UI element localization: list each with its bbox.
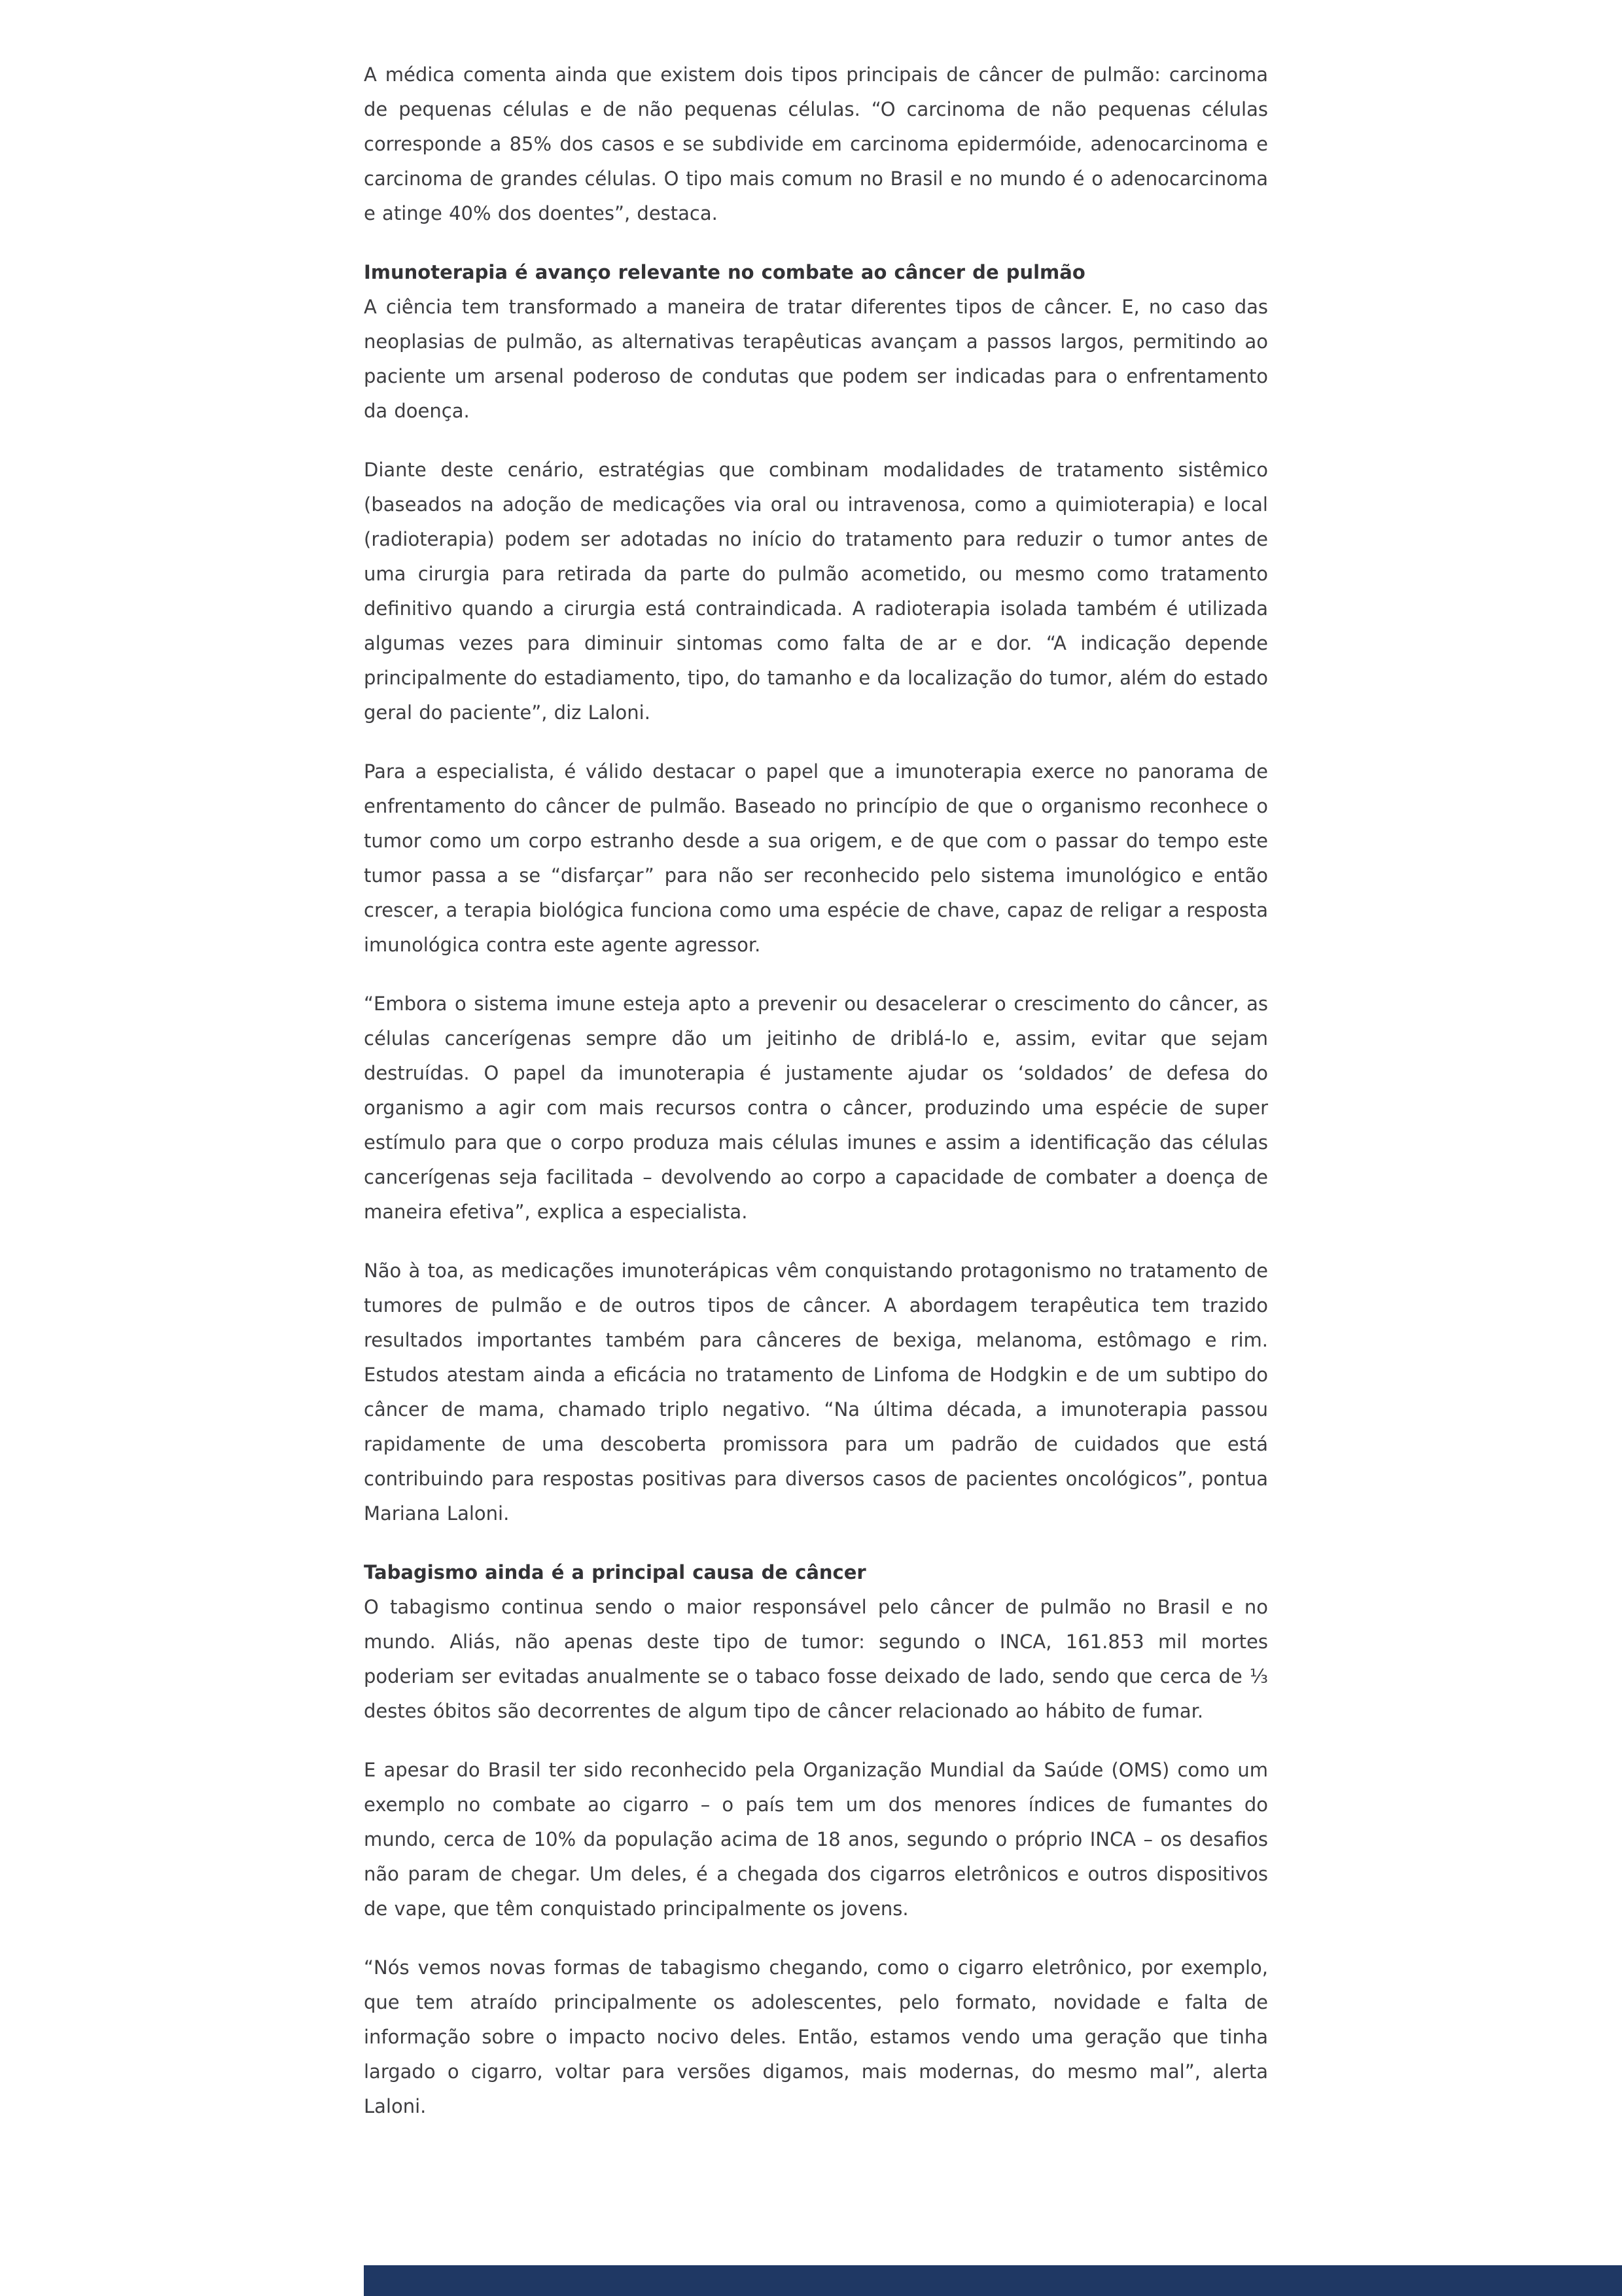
- paragraph-nao-a-toa: Não à toa, as medicações imunoterápicas vêm conquistando protagonismo no tratamento de tumores de pulmão e de outros tipos de câncer. A abordagem terapêutica tem trazido resultados importantes também para cânceres de bexiga, melanoma, estômago e rim. Estudos atestam ainda a eficácia no tratamento de Linfoma de Hodgkin e de um subtipo do câncer de mama, chamado triplo negativo. “Na última década, a imunoterapia passou rapidamente de uma descoberta promissora para um padrão de cuidados que está contribuindo para respostas positivas para diversos casos de pacientes oncológicos”, pontua Mariana Laloni.: [364, 1260, 1268, 1525]
- footer-bar: [364, 2265, 1622, 2296]
- article-body: [364, 58, 1268, 2148]
- paragraph-embora-sistema-imune: “Embora o sistema imune esteja apto a prevenir ou desacelerar o crescimento do câncer, as células cancerígenas sempre dão um jeitinho de driblá-lo e, assim, evitar que sejam destruídas. O papel da imunoterapia é justamente ajudar os ‘soldados’ de defesa do organismo a agir com mais recursos contra o câncer, produzindo uma espécie de super estímulo para que o corpo produza mais células imunes e assim a identificação das células cancerígenas seja facilitada – devolvendo ao corpo a capacidade de combater a doença de maneira efetiva”, explica a especialista.: [364, 993, 1268, 1223]
- section-heading-imunoterapia: Imunoterapia é avanço relevante no combate ao câncer de pulmão: [364, 261, 1085, 283]
- paragraph-brasil-oms: E apesar do Brasil ter sido reconhecido pela Organização Mundial da Saúde (OMS) como um exemplo no combate ao cigarro – o país tem um dos menores índices de fumantes do mundo, cerca de 10% da população acima de 18 anos, segundo o próprio INCA – os desafios não param de chegar. Um deles, é a chegada dos cigarros eletrônicos e outros dispositivos de vape, que têm conquistado principalmente os jovens.: [364, 1759, 1268, 1920]
- paragraph-tabagismo-responsavel: O tabagismo continua sendo o maior responsável pelo câncer de pulmão no Brasil e no mundo. Aliás, não apenas deste tipo de tumor: segundo o INCA, 161.853 mil mortes poderiam ser evitadas anualmente se o tabaco fosse deixado de lado, sendo que cerca de ⅓ destes óbitos são decorrentes de algum tipo de câncer relacionado ao hábito de fumar.: [364, 1596, 1268, 1722]
- paragraph-diante-cenario: Diante deste cenário, estratégias que combinam modalidades de tratamento sistêmico (baseados na adoção de medicações via oral ou intravenosa, como a quimioterapia) e local (radioterapia) podem ser adotadas no início do tratamento para reduzir o tumor antes de uma cirurgia para retirada da parte do pulmão acometido, ou mesmo como tratamento definitivo quando a cirurgia está contraindicada. A radioterapia isolada também é utilizada algumas vezes para diminuir sintomas como falta de ar e dor. “A indicação depende principalmente do estadiamento, tipo, do tamanho e da localização do tumor, além do estado geral do paciente”, diz Laloni.: [364, 459, 1268, 724]
- section-heading-tabagismo: Tabagismo ainda é a principal causa de câncer: [364, 1561, 866, 1583]
- paragraph-novas-formas-tabagismo: “Nós vemos novas formas de tabagismo chegando, como o cigarro eletrônico, por exemplo, que tem atraído principalmente os adolescentes, pelo formato, novidade e falta de informação sobre o impacto nocivo deles. Então, estamos vendo uma geração que tinha largado o cigarro, voltar para versões digamos, mais modernas, do mesmo mal”, alerta Laloni.: [364, 1956, 1268, 2117]
- paragraph-ciencia-transformado: A ciência tem transformado a maneira de tratar diferentes tipos de câncer. E, no caso das neoplasias de pulmão, as alternativas terapêuticas avançam a passos largos, permitindo ao paciente um arsenal poderoso de condutas que podem ser indicadas para o enfrentamento da doença.: [364, 296, 1268, 422]
- paragraph-para-especialista: Para a especialista, é válido destacar o papel que a imunoterapia exerce no panorama de enfrentamento do câncer de pulmão. Baseado no princípio de que o organismo reconhece o tumor como um corpo estranho desde a sua origem, e de que com o passar do tempo este tumor passa a se “disfarçar” para não ser reconhecido pelo sistema imunológico e então crescer, a terapia biológica funciona como uma espécie de chave, capaz de religar a resposta imunológica contra este agente agressor.: [364, 760, 1268, 956]
- paragraph-cancer-types: A médica comenta ainda que existem dois tipos principais de câncer de pulmão: carcinoma de pequenas células e de não pequenas células. “O carcinoma de não pequenas células corresponde a 85% dos casos e se subdivide em carcinoma epidermóide, adenocarcinoma e carcinoma de grandes células. O tipo mais comum no Brasil e no mundo é o adenocarcinoma e atinge 40% dos doentes”, destaca.: [364, 63, 1268, 224]
